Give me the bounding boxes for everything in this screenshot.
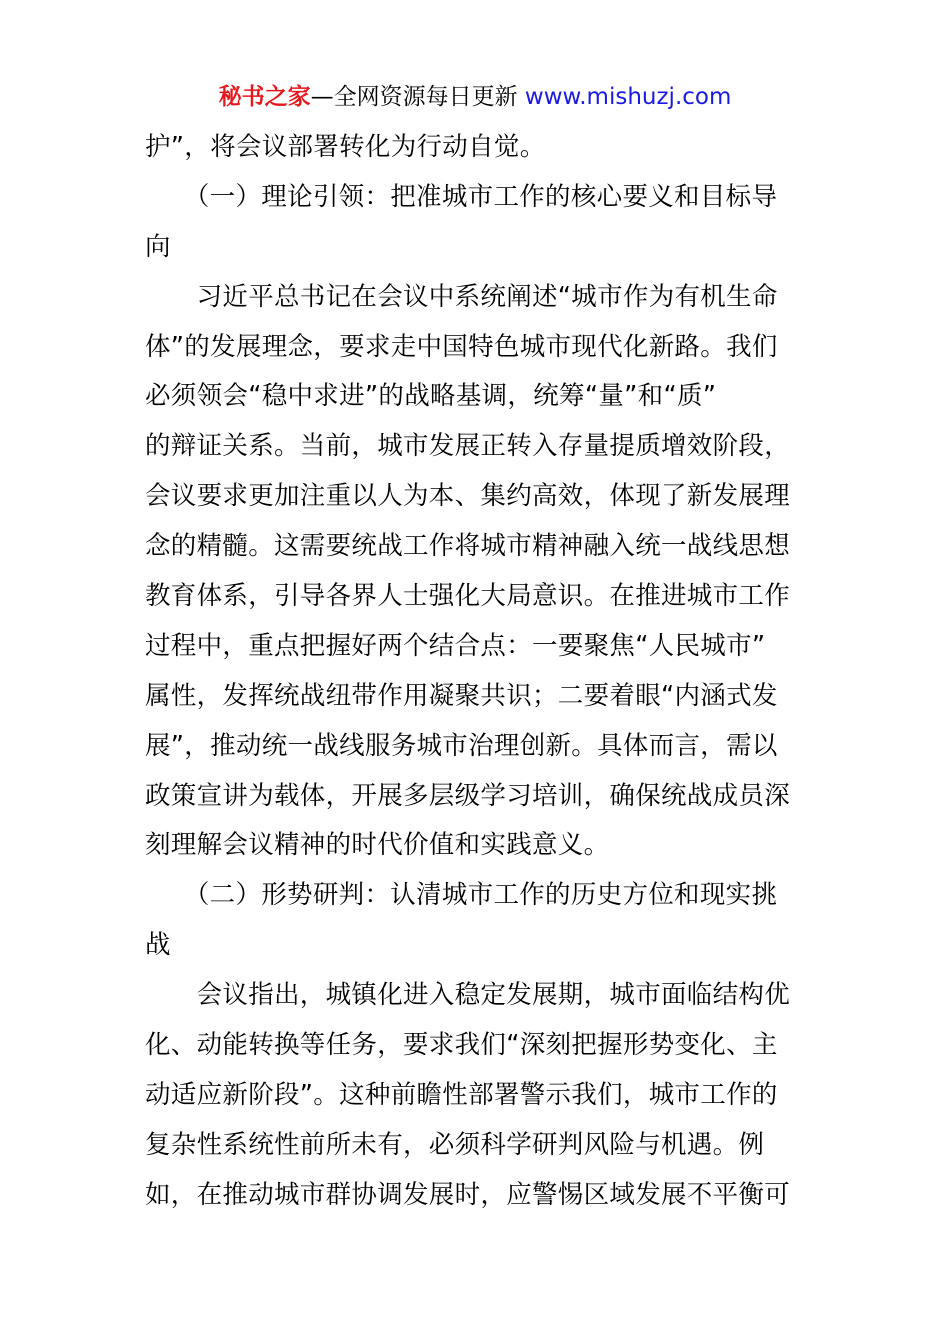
page-header (0, 80, 950, 114)
section-heading-2: （二）形势研判：认清城市工作的历史方位和现实挑 (145, 880, 778, 911)
text-line: 动适应新阶段”。这种前瞻性部署警示我们，城市工作的 (145, 1079, 778, 1110)
section-heading-2-cont: 战 (145, 930, 171, 961)
text-line: 会议要求更加注重以人为本、集约高效，体现了新发展理 (145, 481, 791, 512)
text-line: 体”的发展理念，要求走中国特色城市现代化新路。我们 (145, 331, 778, 362)
text-line: 会议指出，城镇化进入稳定发展期，城市面临结构优 (145, 980, 791, 1011)
text-line: 习近平总书记在会议中系统阐述“城市作为有机生命 (145, 281, 778, 312)
section-heading-1-cont: 向 (145, 231, 171, 262)
text-line: 护”，将会议部署转化为行动自觉。 (145, 132, 546, 162)
website-link[interactable]: www.mishuzj.com (524, 84, 732, 110)
header-tagline: —全网资源每日更新 (310, 84, 518, 110)
text-line: 过程中，重点把握好两个结合点：一要聚焦“人民城市” (145, 630, 766, 661)
text-line: 展”，推动统一战线服务城市治理创新。具体而言，需以 (145, 730, 778, 761)
text-line: 如，在推动城市群协调发展时，应警惕区域发展不平衡可 (145, 1179, 791, 1210)
brand-name: 秘书之家 (218, 84, 311, 110)
text-line: 属性，发挥统战纽带作用凝聚共识；二要着眼“内涵式发 (145, 680, 778, 711)
text-line: 必须领会“稳中求进”的战略基调，统筹“量”和“质” (145, 381, 717, 412)
text-line: 念的精髓。这需要统战工作将城市精神融入统一战线思想 (145, 531, 791, 562)
document-body (145, 123, 809, 1221)
text-line: 化、动能转换等任务，要求我们“深刻把握形势变化、主 (145, 1030, 778, 1061)
text-line: 的辩证关系。当前，城市发展正转入存量提质增效阶段， (145, 431, 791, 462)
text-line: 复杂性系统性前所未有，必须科学研判风险与机遇。例 (145, 1129, 765, 1160)
text-line: 刻理解会议精神的时代价值和实践意义。 (145, 830, 610, 861)
text-line: 教育体系，引导各界人士强化大局意识。在推进城市工作 (145, 581, 791, 612)
section-heading-1: （一）理论引领：把准城市工作的核心要义和目标导 (145, 181, 778, 212)
text-line: 政策宣讲为载体，开展多层级学习培训，确保统战成员深 (145, 780, 791, 811)
